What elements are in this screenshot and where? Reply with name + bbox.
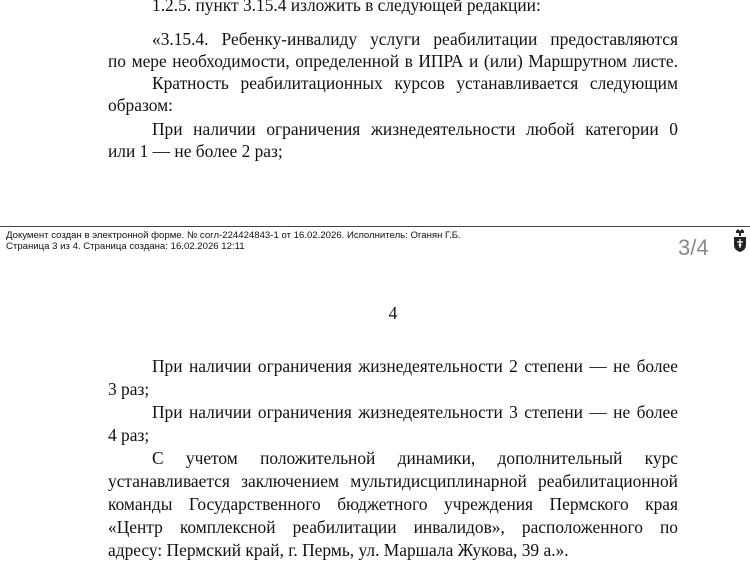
additional-course-paragraph-line-4: «Центр комплексной реабилитации инвалидов», расположенного по xyxy=(108,517,678,537)
degree-2-paragraph-line-2: 3 раз; xyxy=(108,379,150,399)
category-0-1-paragraph-line-2: или 1 — не более 2 раз; xyxy=(108,141,283,161)
degree-2-paragraph-line-1: При наличии ограничения жизнедеятельности 2 степени — не более xyxy=(152,356,678,376)
page-number: 4 xyxy=(388,303,398,323)
degree-3-paragraph-line-1: При наличии ограничения жизнедеятельности 3 степени — не более xyxy=(152,402,678,422)
page-counter: 3/4 xyxy=(678,235,709,260)
additional-course-paragraph-line-3: команды Государственного бюджетного учреждения Пермского края xyxy=(108,494,678,514)
footer-divider xyxy=(0,226,750,227)
multiplicity-paragraph-line-2: образом: xyxy=(108,95,173,115)
degree-3-paragraph-line-2: 4 раз; xyxy=(108,425,150,445)
footer-document-info: Документ создан в электронной форме. № согл-224424843-1 от 16.02.2026. Исполнитель: Оганян Г.Б. xyxy=(6,230,461,241)
multiplicity-paragraph-line-1: Кратность реабилитационных курсов устанавливается следующим xyxy=(152,73,678,93)
paragraph-3-15-4-line-1: «3.15.4. Ребенку-инвалиду услуги реабилитации предоставляются xyxy=(152,29,678,49)
additional-course-paragraph-line-5: адресу: Пермский край, г. Пермь, ул. Маршала Жукова, 39 а.». xyxy=(108,540,569,560)
paragraph-3-15-4-line-2: по мере необходимости, определенной в ИПРА и (или) Маршрутном листе. xyxy=(108,51,678,71)
paragraph-1-2-5: 1.2.5. пункт 3.15.4 изложить в следующей редакции: xyxy=(152,0,541,15)
perm-coat-of-arms-icon xyxy=(733,229,747,253)
footer-page-info: Страница 3 из 4. Страница создана: 16.02.2026 12:11 xyxy=(6,241,245,252)
additional-course-paragraph-line-1: С учетом положительной динамики, дополнительный курс xyxy=(152,448,678,468)
additional-course-paragraph-line-2: устанавливается заключением мультидисциплинарной реабилитационной xyxy=(108,471,678,491)
category-0-1-paragraph-line-1: При наличии ограничения жизнедеятельности любой категории 0 xyxy=(152,119,678,139)
